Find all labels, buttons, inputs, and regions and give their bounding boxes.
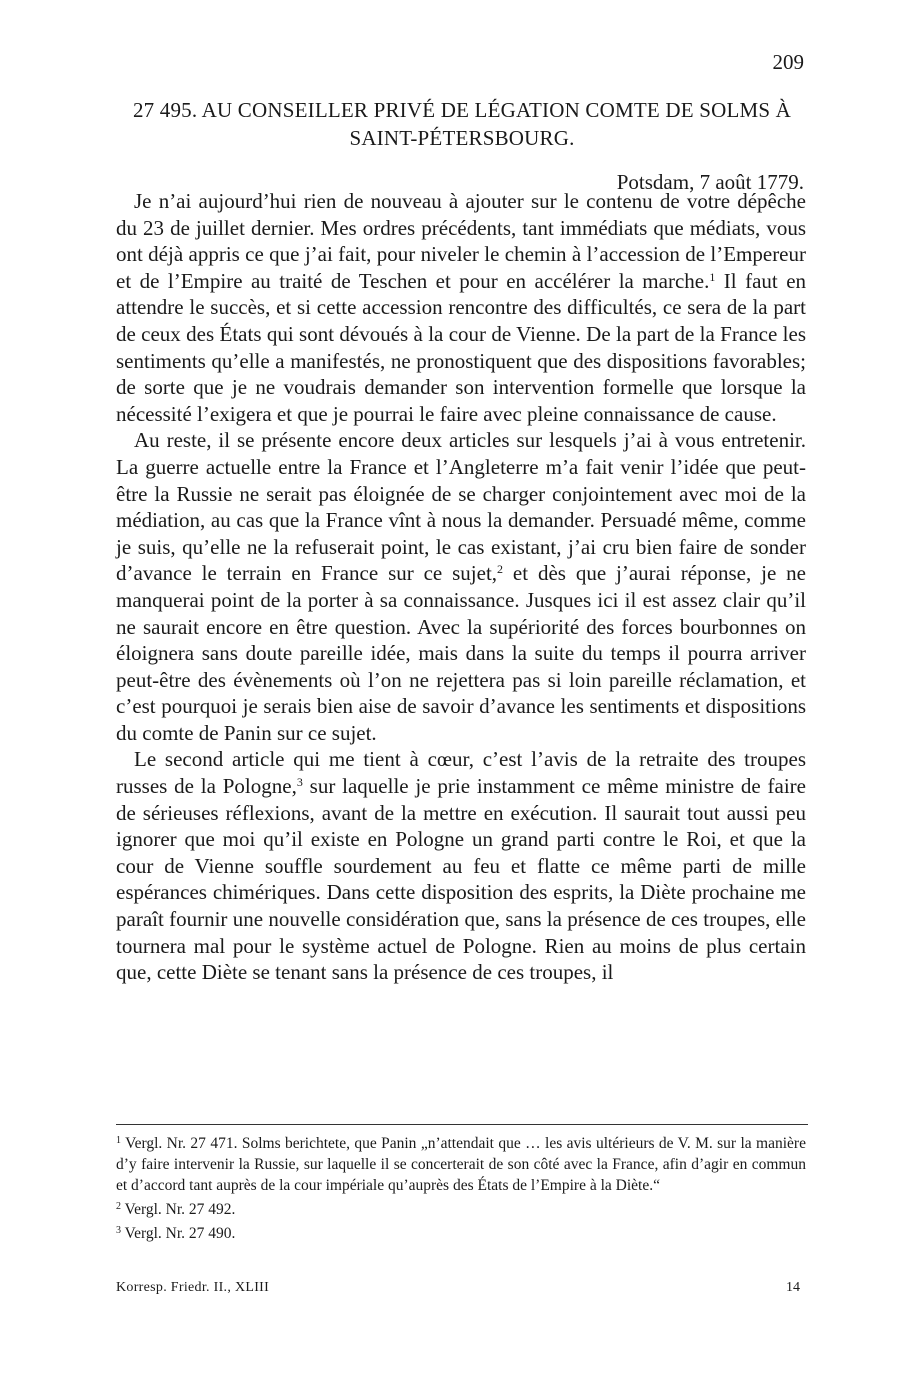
paragraph-1-text-a: Je n’ai aujourd’hui rien de nouveau à ajouter sur le contenu de votre dépêche du 23 de juillet dernier. Mes ordres précédents, tant immédiats que médiats, vous ont déjà appris ce que j’ai fait, pour niveler le chemin à l’accession de l’Empereur et de l’Empire au traité de Teschen et pour en accélérer la marche. — [116, 189, 806, 293]
footnote-ref-3: 3 — [296, 775, 303, 790]
footnote-2 — [116, 1196, 806, 1220]
paragraph-1 — [116, 188, 806, 427]
paragraph-1-text-b: Il faut en attendre le succès, et si cette accession rencontre des difficultés, ce sera de la part de ceux des États qui sont dévoués à la cour de Vienne. De la part de la France les sentiments qu’elle a manifestés, ne pronostiquent que des dispositions favorables; de sorte que je ne voudrais demander son intervention formelle que lorsque la nécessité l’exigera et que je pourrai le faire avec pleine connaissance de cause. — [116, 268, 807, 426]
paragraph-3 — [116, 746, 806, 985]
paragraph-2-text-a: Au reste, il se présente encore deux articles sur lesquels j’ai à vous entretenir. La guerre actuelle entre la France et l’Angleterre m’a fait venir l’idée que peut-être la Russie ne serait pas éloignée de se charger conjointement avec moi de la médiation, au cas que la France vînt à nous la demander. Persuadé même, comme je suis, qu’elle ne la refuserait point, le cas existant, j’ai cru bien faire de sonder d’avance le terrain en France sur ce sujet, — [116, 428, 806, 586]
footnote-ref-2: 2 — [497, 562, 504, 577]
paragraph-3-text-a: Le second article qui me tient à cœur, c’est l’avis de la retraite des troupes russes de la Pologne, — [116, 747, 806, 799]
footnote-3 — [116, 1220, 806, 1244]
paragraph-2-text-b: et dès que j’aurai réponse, je ne manquerai point de la porter à sa connaissance. Jusques ici il est assez clair qu’il ne saurait encore en être question. Avec la supériorité des forces bourbonnes on éloignera sans doute pareille idée, mais dans la suite du temps il pourra arriver peut-être des évènements où l’on ne rejettera pas si loin pareille réclamation, et c’est pourquoi je serais bien aise de savoir d’avance les sentiments et dispositions du comte de Panin sur ce sujet. — [116, 561, 806, 745]
footnote-divider — [116, 1124, 808, 1125]
footnotes — [116, 1130, 806, 1244]
footer-signature-mark: 14 — [786, 1280, 800, 1295]
paragraph-2 — [116, 427, 806, 746]
letter-heading: 27 495. AU CONSEILLER PRIVÉ DE LÉGATION COMTE DE SOLMS À SAINT-PÉTERSBOURG. — [132, 98, 792, 150]
footnote-2-text: Vergl. Nr. 27 492. — [124, 1201, 236, 1218]
footnote-2-number: 2 — [116, 1201, 121, 1212]
footer-volume-reference: Korresp. Friedr. II., XLIII — [116, 1280, 270, 1295]
footnote-1-text: Vergl. Nr. 27 471. Solms berichtete, que Panin „n’attendait que … les avis ultérieurs de V. M. sur la manière d’y faire intervenir la Russie, sur laquelle il se concerterait de son côté avec la France, afin d’agir en commun et d’accord tant auprès de la cour impériale qu’auprès des États de l’Empire à la Diète.“ — [116, 1135, 806, 1194]
letter-body — [116, 188, 806, 986]
paragraph-3-text-b: sur laquelle je prie instamment ce même ministre de faire de sérieuses réflexions, avant de la mettre en exécution. Il saurait tout aussi peu ignorer que moi qu’il existe en Pologne un grand parti contre le Roi, et que la cour de Vienne souffle sourdement au feu et flatte ce même parti de mille espérances chimériques. Dans cette disposition des esprits, la Diète prochaine me paraît fournir une nouvelle considération que, sans la présence de ces troupes, elle tournera mal pour le système actuel de Pologne. Rien au moins de plus certain que, cette Diète se tenant sans la présence de ces troupes, il — [116, 774, 806, 985]
page-number: 209 — [772, 50, 804, 74]
footnote-1-number: 1 — [116, 1135, 121, 1146]
dateline: Potsdam, 7 août 1779. — [616, 170, 804, 194]
footnote-ref-1: 1 — [709, 269, 716, 284]
footnote-1 — [116, 1130, 806, 1196]
footnote-3-text: Vergl. Nr. 27 490. — [124, 1225, 236, 1242]
footnote-3-number: 3 — [116, 1225, 121, 1236]
